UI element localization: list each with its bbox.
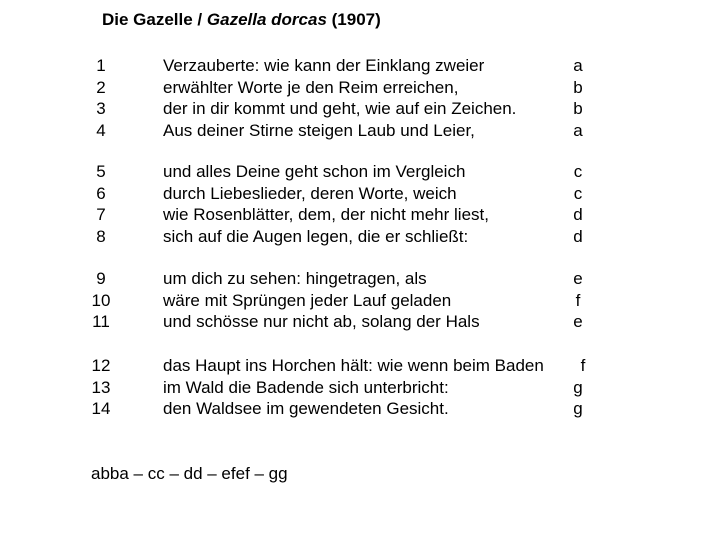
rhyme-letter: e <box>573 269 583 288</box>
line-text: sich auf die Augen legen, die er schließt: <box>163 226 469 246</box>
rhyme-letter: d <box>573 205 583 224</box>
line-text: wäre mit Sprüngen jeder Lauf geladen <box>163 290 452 310</box>
line-number: 1 <box>96 56 106 75</box>
line-number: 10 <box>91 290 111 310</box>
stanza-2 <box>0 161 720 247</box>
rhyme-letter: f <box>575 290 581 310</box>
line-text: den Waldsee im gewendeten Gesicht. <box>163 399 449 418</box>
line-number: 5 <box>96 162 106 181</box>
poem-line <box>0 355 720 377</box>
title-prefix: Die Gazelle / <box>102 10 207 29</box>
line-number: 2 <box>96 77 106 97</box>
poem-line <box>0 55 720 77</box>
line-number: 7 <box>96 205 106 224</box>
poem-line <box>0 377 720 399</box>
rhyme-letter: c <box>573 183 583 203</box>
line-text: Verzauberte: wie kann der Einklang zweier <box>163 56 485 75</box>
poem-line <box>0 290 720 312</box>
line-text: Aus deiner Stirne steigen Laub und Leier, <box>163 120 475 140</box>
line-text: erwählter Worte je den Reim erreichen, <box>163 77 459 97</box>
poem-line <box>0 204 720 226</box>
poem-line <box>0 98 720 120</box>
poem-line <box>0 398 720 420</box>
line-text: der in dir kommt und geht, wie auf ein Zeichen. <box>163 99 517 118</box>
rhyme-letter: b <box>573 99 583 118</box>
rhyme-letter: g <box>573 399 583 418</box>
line-number: 8 <box>96 226 106 246</box>
line-text: und alles Deine geht schon im Vergleich <box>163 162 466 181</box>
rhyme-letter: d <box>573 226 583 246</box>
poem-line <box>0 268 720 290</box>
poem-line <box>0 311 720 333</box>
title-species: Gazella dorcas <box>206 10 327 29</box>
poem-line <box>0 226 720 248</box>
line-text: das Haupt ins Horchen hält: wie wenn beim Baden <box>163 356 544 375</box>
line-number: 3 <box>96 99 106 118</box>
title-year: (1907) <box>326 10 381 29</box>
rhyme-letter: c <box>573 162 583 181</box>
poem-title <box>102 10 381 30</box>
line-number: 6 <box>96 183 106 203</box>
line-number: 13 <box>91 377 111 397</box>
rhyme-letter: e <box>573 312 583 331</box>
rhyme-letter: b <box>573 77 583 97</box>
rhyme-letter: f <box>580 356 586 375</box>
rhyme-scheme-summary: abba – cc – dd – efef – gg <box>91 464 288 483</box>
line-number: 14 <box>91 399 111 418</box>
rhyme-letter: a <box>573 56 583 75</box>
line-text: durch Liebeslieder, deren Worte, weich <box>163 183 457 203</box>
line-number: 9 <box>96 269 106 288</box>
poem-line <box>0 120 720 142</box>
rhyme-letter: g <box>573 377 583 397</box>
line-number: 4 <box>96 120 106 140</box>
stanza-3 <box>0 268 720 333</box>
line-number: 11 <box>92 312 110 331</box>
line-text: wie Rosenblätter, dem, der nicht mehr liest, <box>163 205 489 224</box>
poem-line <box>0 77 720 99</box>
stanza-4 <box>0 355 720 420</box>
line-text: und schösse nur nicht ab, solang der Hals <box>163 312 480 331</box>
line-text: um dich zu sehen: hingetragen, als <box>163 269 427 288</box>
poem-line <box>0 183 720 205</box>
rhyme-letter: a <box>573 120 583 140</box>
line-text: im Wald die Badende sich unterbricht: <box>163 377 449 397</box>
line-number: 12 <box>91 356 111 375</box>
poem-line <box>0 161 720 183</box>
stanza-1 <box>0 55 720 141</box>
